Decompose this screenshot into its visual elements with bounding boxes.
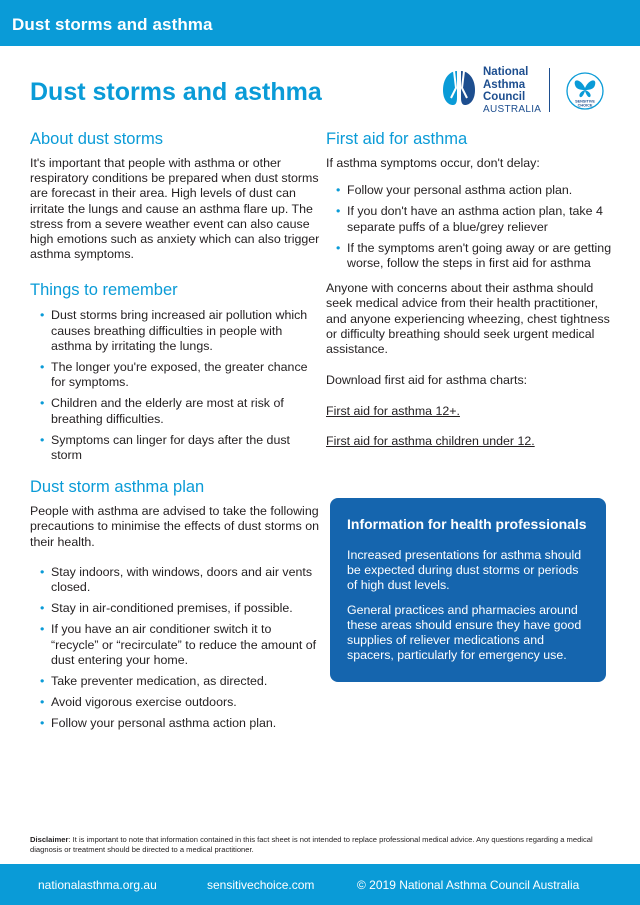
top-banner — [0, 0, 640, 46]
remember-list — [30, 308, 320, 463]
list-item: • Dust storms bring increased air pollution which causes breathing difficulties in people with asthma by irritating the lungs. — [40, 308, 320, 354]
list-item: • If the symptoms aren't going away or are getting worse, follow the steps in first aid for asthma — [336, 241, 616, 271]
download-charts-text: Download first aid for asthma charts: — [326, 373, 528, 388]
sc-logo-line-2: CHOICE — [577, 103, 593, 108]
plan-heading: Dust storm asthma plan — [30, 478, 205, 497]
logo-line-2: Asthma — [483, 78, 526, 91]
footer-nac-link[interactable]: nationalasthma.org.au — [38, 878, 157, 892]
list-item: • Children and the elderly are most at risk of breathing difficulties. — [40, 396, 320, 426]
left-column — [30, 130, 320, 738]
footer-sensitive-choice-link[interactable]: sensitivechoice.com — [207, 878, 315, 892]
disclaimer-text: : It is important to note that information contained in this fact sheet is not intended to replace professional medical advice. Any questions regarding a medical diagnosis or treatment should be directed to a medical practitioner. — [30, 835, 593, 854]
list-item: • If you have an air conditioner switch it to “recycle” or “recirculate” to reduce the amount of dust entering your home. — [40, 622, 320, 668]
plan-section — [30, 478, 320, 731]
plan-list — [30, 565, 320, 732]
first-aid-intro: If asthma symptoms occur, don't delay: — [326, 156, 540, 170]
list-item: • Follow your personal asthma action plan. — [40, 716, 320, 731]
logo-line-4: AUSTRALIA — [483, 103, 542, 115]
banner-title: Dust storms and asthma — [12, 15, 213, 34]
disclaimer — [30, 835, 625, 855]
footer-copyright: © 2019 National Asthma Council Australia — [357, 878, 580, 892]
lungs-logo-icon — [441, 68, 477, 108]
list-item: • Avoid vigorous exercise outdoors. — [40, 695, 320, 710]
plan-intro: People with asthma are advised to take the following precautions to minimise the effects of dust storms on their health. — [30, 504, 320, 549]
footer — [0, 864, 640, 905]
logo-divider — [549, 68, 550, 112]
logo-wordmark — [483, 66, 541, 116]
list-item: • Stay indoors, with windows, doors and air vents closed. — [40, 565, 320, 595]
list-item: • The longer you're exposed, the greater chance for symptoms. — [40, 360, 320, 390]
medical-advice-text: Anyone with concerns about their asthma should seek medical advice from their health practitioner, and anyone experiencing wheezing, chest tightness or difficulty breathing should seek urgent medical assistance. — [326, 281, 610, 357]
national-asthma-council-logo[interactable] — [441, 66, 541, 114]
info-box-para-2: General practices and pharmacies around these areas should ensure they have good supplies of reliever medications and spacers, particularly for emergency use. — [347, 602, 582, 663]
list-item: • Take preventer medication, as directed. — [40, 674, 320, 689]
list-item: • Stay in air-conditioned premises, if possible. — [40, 601, 320, 616]
first-aid-list — [326, 183, 616, 271]
first-aid-children-link[interactable]: First aid for asthma children under 12. — [326, 434, 535, 449]
list-item: • Symptoms can linger for days after the dust storm — [40, 433, 320, 463]
health-professionals-box — [330, 498, 606, 682]
first-aid-heading: First aid for asthma — [326, 130, 468, 148]
page-title: Dust storms and asthma — [30, 78, 322, 106]
sensitive-choice-butterfly-logo-icon[interactable] — [566, 70, 604, 112]
about-text: It's important that people with asthma or other respiratory conditions be prepared when dust storms are forecast in their area. High levels of dust can irritate the lungs and cause an asthma flare up. The stress from a severe weather event can also cause high emotions such as anxiety which can also trigger asthma symptoms. — [30, 156, 320, 262]
list-item: • Follow your personal asthma action plan. — [336, 183, 616, 198]
first-aid-adult-link[interactable]: First aid for asthma 12+. — [326, 404, 460, 419]
about-heading: About dust storms — [30, 130, 163, 148]
info-box-para-1: Increased presentations for asthma should be expected during dust storms or periods of high dust levels. — [347, 548, 582, 593]
logo-line-3: Council — [483, 91, 526, 103]
remember-heading: Things to remember — [30, 281, 178, 300]
right-column — [326, 130, 616, 448]
disclaimer-label: Disclaimer — [30, 835, 69, 844]
about-section — [30, 130, 320, 262]
list-item: • If you don't have an asthma action plan, take 4 separate puffs of a blue/grey reliever — [336, 204, 616, 234]
sc-logo-line-1: SENSITIVE — [575, 99, 595, 104]
info-box-title: Information for health professionals — [347, 516, 587, 532]
logo-line-1: National — [483, 66, 529, 78]
first-aid-section — [326, 130, 616, 448]
remember-section — [30, 281, 320, 463]
